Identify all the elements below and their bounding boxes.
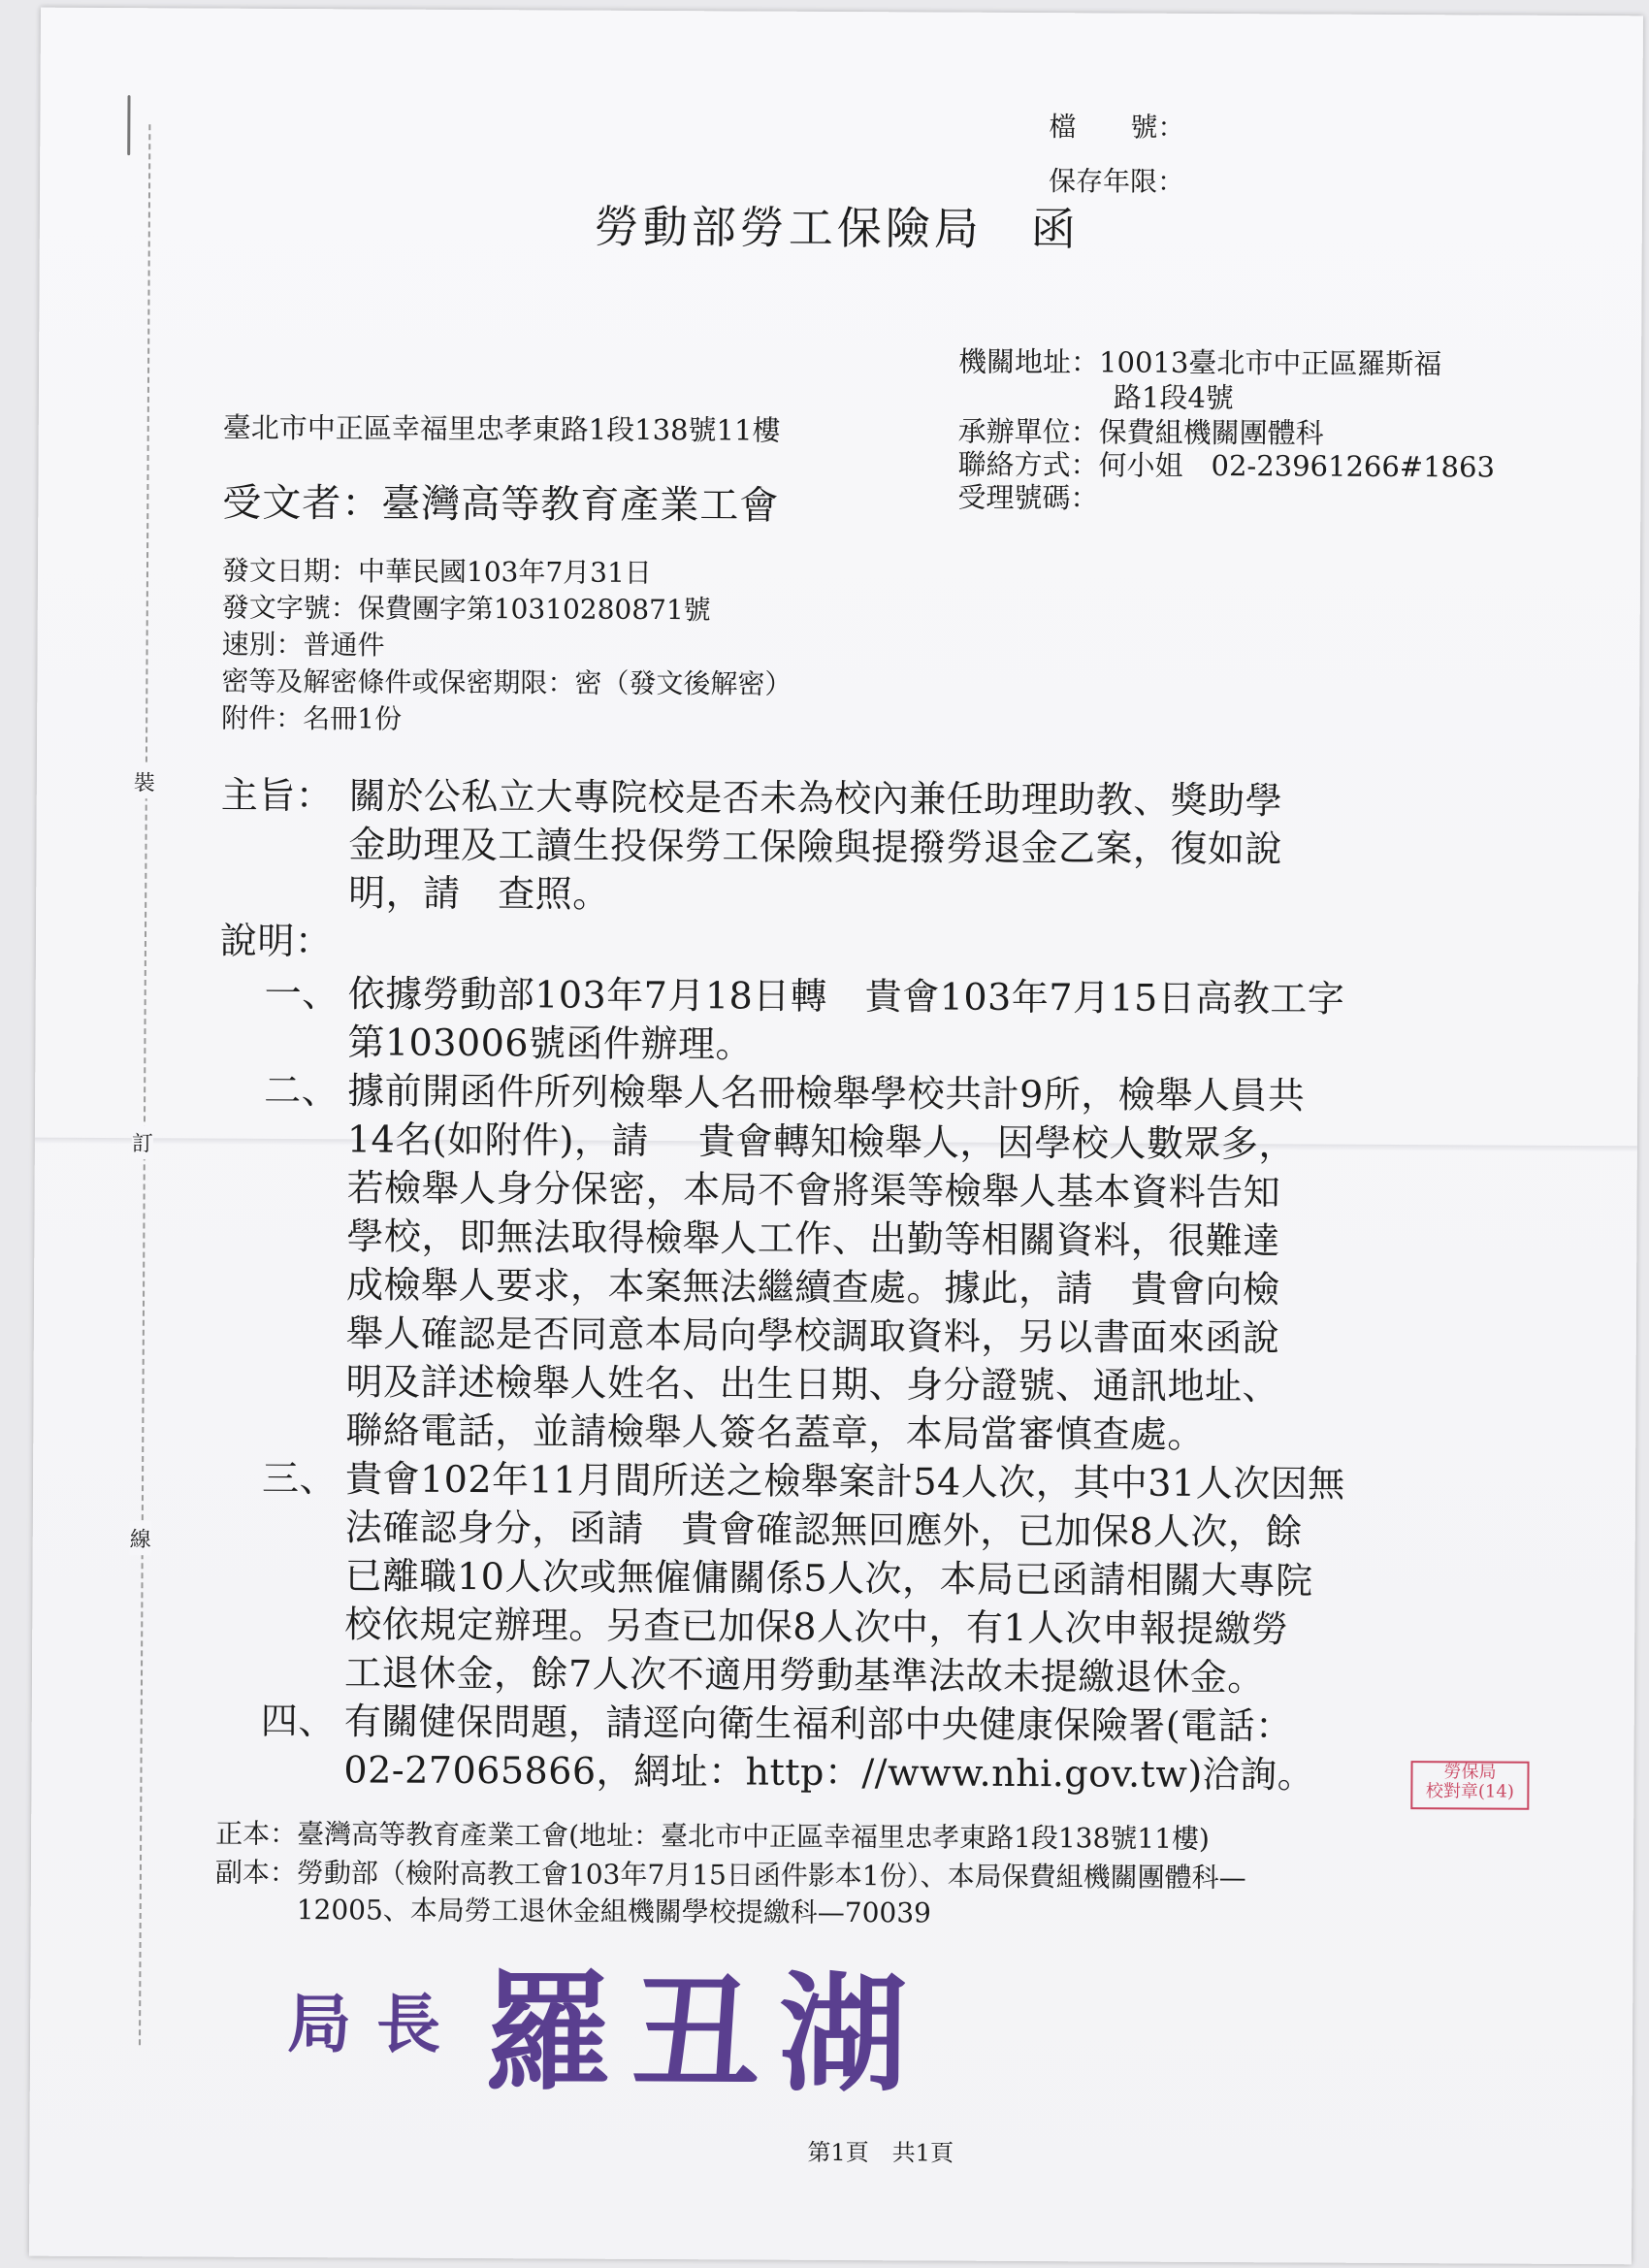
item-number: 一、: [264, 971, 340, 1016]
handling-unit: 承辦單位：保費組機關團體科: [957, 414, 1324, 450]
item-line: 學校，即無法取得檢舉人工作、出勤等相關資料，很難達: [346, 1215, 1281, 1263]
item-number: 二、: [264, 1068, 340, 1113]
item-line: 有關健保問題，請逕向衛生福利部中央健康保險署(電話：: [343, 1700, 1293, 1748]
agency-address-line1: 機關地址：10013臺北市中正區羅斯福: [958, 344, 1442, 381]
document-title: 勞動部勞工保險局 函: [594, 200, 1080, 256]
item-line: 若檢舉人身分保密，本局不會將渠等檢舉人基本資料告知: [346, 1166, 1281, 1215]
item-line: 第103006號函件辦理。: [347, 1021, 754, 1066]
issue-date: 發文日期：中華民國103年7月31日: [221, 554, 652, 589]
attachment-info: 附件：名冊1份: [221, 701, 403, 735]
item-line: 貴會102年11月間所送之檢舉案計54人次，其中31人次因無: [344, 1457, 1345, 1506]
subject-label: 主旨：: [220, 773, 334, 818]
binding-line: [139, 124, 150, 2045]
subject-line: 金助理及工讀生投保勞工保險與提撥勞退金乙案，復如說: [348, 823, 1283, 871]
case-number-label: 受理號碼：: [957, 480, 1099, 515]
proofreading-seal: [1410, 1761, 1529, 1810]
explanation-label: 說明：: [219, 919, 333, 963]
copy-recipients-line1: 副本：勞動部（檢附高教工會103年7月15日函件影本1份）、本局保費組機關團體科—: [214, 1856, 1246, 1895]
document-number: 發文字號：保費團字第10310280871號: [221, 591, 711, 627]
subject-line: 關於公私立大專院校是否未為校內兼任助理助教、獎助學: [348, 774, 1283, 823]
seal-line: 勞保局: [1443, 1762, 1497, 1783]
binding-mark-ding: 訂: [132, 1125, 153, 1159]
recipient-name: 受文者：臺灣高等教育產業工會: [222, 480, 780, 529]
subject-line: 明，請 查照。: [348, 871, 610, 916]
copy-recipients-line2: 12005、本局勞工退休金組機關學校提繳科—70039: [296, 1894, 931, 1929]
director-signature-stamp: 羅丑湖: [483, 1958, 927, 2111]
item-line: 成檢舉人要求，本案無法繼續查處。據此，請 貴會向檢: [346, 1263, 1280, 1312]
seal-line: 校對章(14): [1425, 1781, 1514, 1802]
item-line: 法確認身分，函請 貴會確認無回應外，已加保8人次，餘: [344, 1506, 1304, 1554]
item-line: 聯絡電話，並請檢舉人簽名蓋章，本局當審慎查處。: [345, 1409, 1205, 1456]
item-line: 02-27065866，網址：http：//www.nhi.gov.tw)洽詢。: [343, 1748, 1315, 1797]
item-line: 工退休金，餘7人次不適用勞動基準法故未提繳退休金。: [343, 1651, 1265, 1700]
item-line: 據前開函件所列檢舉人名冊檢舉學校共計9所，檢舉人員共: [347, 1069, 1306, 1118]
speed-class: 速別：普通件: [221, 628, 385, 662]
secrecy-level: 密等及解密條件或保密期限：密（發文後解密）: [221, 664, 792, 700]
recipient-address: 臺北市中正區幸福里忠孝東路1段138號11樓: [222, 410, 781, 447]
binding-mark-zhuang: 裝: [134, 764, 155, 798]
binding-mark-xian: 線: [130, 1521, 151, 1555]
item-line: 明及詳述檢舉人姓名、出生日期、身分證號、通訊地址、: [345, 1360, 1280, 1409]
page-number: 第1頁 共1頁: [807, 2138, 954, 2167]
signature-title: 局長: [286, 1986, 467, 2062]
item-line: 校依規定辦理。另查已加保8人次中，有1人次申報提繳勞: [344, 1603, 1289, 1651]
item-number: 三、: [261, 1456, 338, 1501]
agency-address-line2: 路1段4號: [1113, 380, 1234, 415]
retention-period-label: 保存年限：: [1049, 165, 1185, 198]
contact-info: 聯絡方式：何小姐 02-23961266#1863: [957, 447, 1496, 484]
file-number-label: 檔 號：: [1049, 111, 1185, 144]
original-recipient: 正本：臺灣高等教育產業工會(地址：臺北市中正區幸福里忠孝東路1段138號11樓): [215, 1817, 1210, 1856]
item-line: 舉人確認是否同意本局向學校調取資料，另以書面來函說: [345, 1312, 1280, 1360]
document-page: [29, 8, 1643, 2265]
item-line: 14名(如附件)，請 貴會轉知檢舉人，因學校人數眾多，: [346, 1118, 1297, 1166]
item-line: 依據勞動部103年7月18日轉 貴會103年7月15日高教工字: [347, 972, 1345, 1021]
staple-mark: [127, 95, 130, 155]
item-number: 四、: [260, 1699, 336, 1743]
item-line: 已離職10人次或無僱傭關係5人次，本局已函請相關大專院: [344, 1554, 1313, 1603]
